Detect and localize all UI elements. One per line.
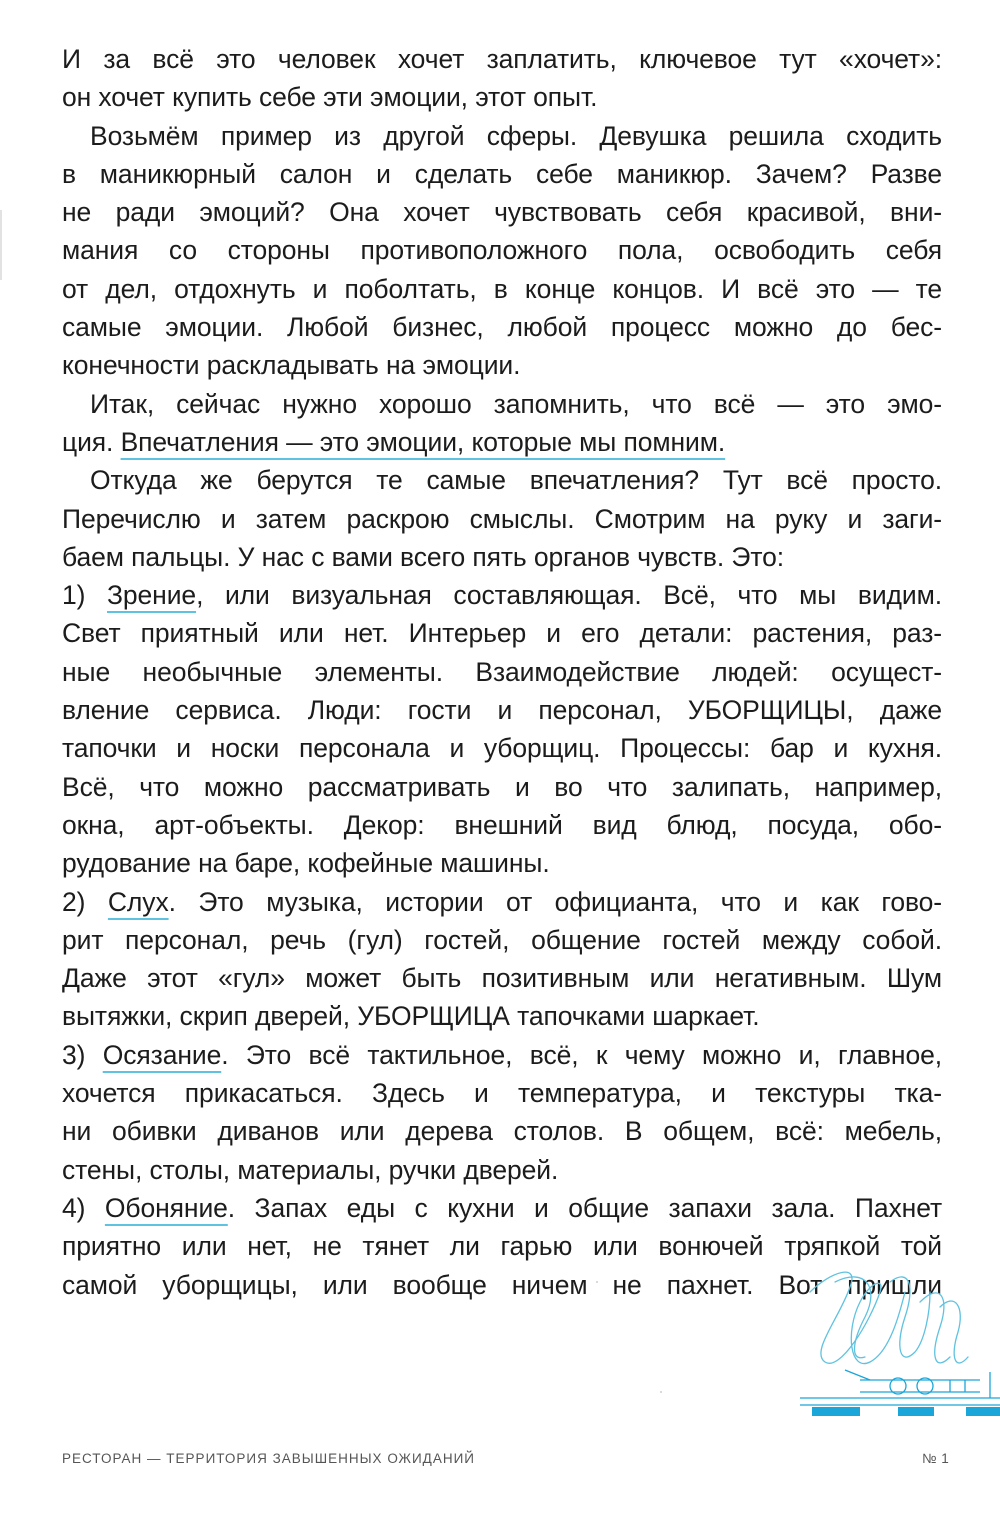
text-segment: от дел, отдохнуть и поболтать, в конце концов. И всё это — те — [62, 273, 942, 304]
text-segment: Итак, сейчас нужно хорошо запомнить, что всё — это эмо- — [90, 388, 942, 419]
text-line — [62, 117, 942, 155]
text-segment: хочется прикасаться. Здесь и температура, и текстуры тка- — [62, 1078, 942, 1109]
text-line — [62, 346, 942, 384]
text-segment: окна, арт-объекты. Декор: внешний вид блюд, посуда, обо- — [62, 809, 942, 840]
issue-number: № 1 — [922, 1451, 950, 1466]
text-line — [62, 461, 942, 499]
text-line — [62, 691, 942, 729]
text-line — [62, 308, 942, 346]
text-segment: тапочки и носки персонала и уборщиц. Процессы: бар и кухня. — [62, 733, 942, 764]
text-line — [62, 155, 942, 193]
text-line — [62, 1112, 942, 1150]
text-line — [62, 40, 942, 78]
text-segment: приятно или нет, не тянет ли гарью или вонючей тряпкой той — [62, 1231, 942, 1262]
text-line — [62, 729, 942, 767]
text-line — [62, 653, 942, 691]
text-line — [62, 193, 942, 231]
text-line — [62, 844, 942, 882]
text-segment: , или визуальная составляющая. Всё, что мы видим. — [196, 580, 942, 611]
text-segment: . Запах еды с кухни и общие запахи зала. Пахнет — [227, 1192, 942, 1223]
text-line — [62, 538, 942, 576]
highlighted-term: Зрение — [107, 580, 197, 611]
text-segment: ни обивки диванов или дерева столов. В общем, всё: мебель, — [62, 1116, 942, 1147]
body-text — [62, 40, 942, 1304]
text-line — [62, 614, 942, 652]
text-segment: баем пальцы. У нас с вами всего пять органов чувств. Это: — [62, 541, 785, 572]
text-line — [62, 959, 942, 997]
text-segment: стены, столы, материалы, ручки дверей. — [62, 1154, 559, 1185]
text-line — [62, 997, 942, 1035]
text-segment: Перечислю и затем раскрою смыслы. Смотрим на руку и заги- — [62, 503, 942, 534]
text-segment: 1) — [62, 580, 107, 611]
text-segment: Всё, что можно рассматривать и во что залипать, например, — [62, 771, 942, 802]
text-line — [62, 385, 942, 423]
text-line — [62, 231, 942, 269]
highlighted-term: Осязание — [102, 1039, 222, 1070]
text-line — [62, 768, 942, 806]
highlighted-term: Впечатления — это эмоции, которые мы помним. — [120, 426, 726, 457]
text-line — [62, 921, 942, 959]
text-segment: И за всё это человек хочет заплатить, ключевое тут «хочет»: — [62, 44, 942, 74]
text-line — [62, 423, 942, 461]
scribble-illustration — [790, 1262, 1000, 1422]
text-line — [62, 576, 942, 614]
highlighted-term: Слух — [107, 886, 169, 917]
text-segment: самой уборщицы, или вообще ничем не пахнет. Вот пришли — [62, 1269, 942, 1300]
text-segment: не ради эмоций? Она хочет чувствовать себя красивой, вни- — [62, 197, 942, 228]
text-segment: ные необычные элементы. Взаимодействие людей: осущест- — [62, 656, 942, 687]
text-segment: мания со стороны противоположного пола, освободить себя — [62, 235, 942, 266]
text-line — [62, 270, 942, 308]
text-segment: он хочет купить себе эти эмоции, этот опыт. — [62, 82, 598, 113]
text-line — [62, 500, 942, 538]
page-edge-shadow — [0, 210, 2, 280]
text-segment: в маникюрный салон и сделать себе маникюр. Зачем? Разве — [62, 158, 942, 189]
text-segment: 3) — [62, 1039, 103, 1070]
text-segment: рит персонал, речь (гул) гостей, общение гостей между собой. — [62, 924, 942, 955]
text-line — [62, 1189, 942, 1227]
text-line — [62, 806, 942, 844]
text-line — [62, 1074, 942, 1112]
text-segment: Свет приятный или нет. Интерьер и его детали: растения, раз- — [62, 618, 942, 649]
text-segment: . Это музыка, истории от официанта, что и как гово- — [168, 886, 942, 917]
text-line — [62, 78, 942, 116]
text-segment: 4) — [62, 1192, 105, 1223]
text-line — [62, 883, 942, 921]
text-segment: вытяжки, скрип дверей, УБОРЩИЦА тапочками шаркает. — [62, 1001, 760, 1032]
text-line — [62, 1036, 942, 1074]
running-footer-title: РЕСТОРАН — ТЕРРИТОРИЯ ЗАВЫШЕННЫХ ОЖИДАНИЙ — [62, 1451, 475, 1466]
text-segment: самые эмоции. Любой бизнес, любой процесс можно до бес- — [62, 312, 942, 343]
print-speck — [660, 1391, 662, 1393]
text-line — [62, 1151, 942, 1189]
text-line — [62, 1227, 942, 1265]
text-segment: конечности раскладывать на эмоции. — [62, 350, 521, 381]
text-segment: Откуда же берутся те самые впечатления? Тут всё просто. — [90, 465, 942, 496]
text-segment: рудование на баре, кофейные машины. — [62, 848, 550, 879]
highlighted-term: Обоняние — [104, 1192, 228, 1223]
text-segment: 2) — [62, 886, 108, 917]
text-segment: Возьмём пример из другой сферы. Девушка решила сходить — [90, 120, 942, 151]
text-segment: . Это всё тактильное, всё, к чему можно и, главное, — [221, 1039, 942, 1070]
text-segment: вление сервиса. Люди: гости и персонал, УБОРЩИЦЫ, даже — [62, 695, 942, 726]
text-segment: ция. — [62, 426, 121, 457]
text-segment: Даже этот «гул» может быть позитивным или негативным. Шум — [62, 963, 942, 994]
